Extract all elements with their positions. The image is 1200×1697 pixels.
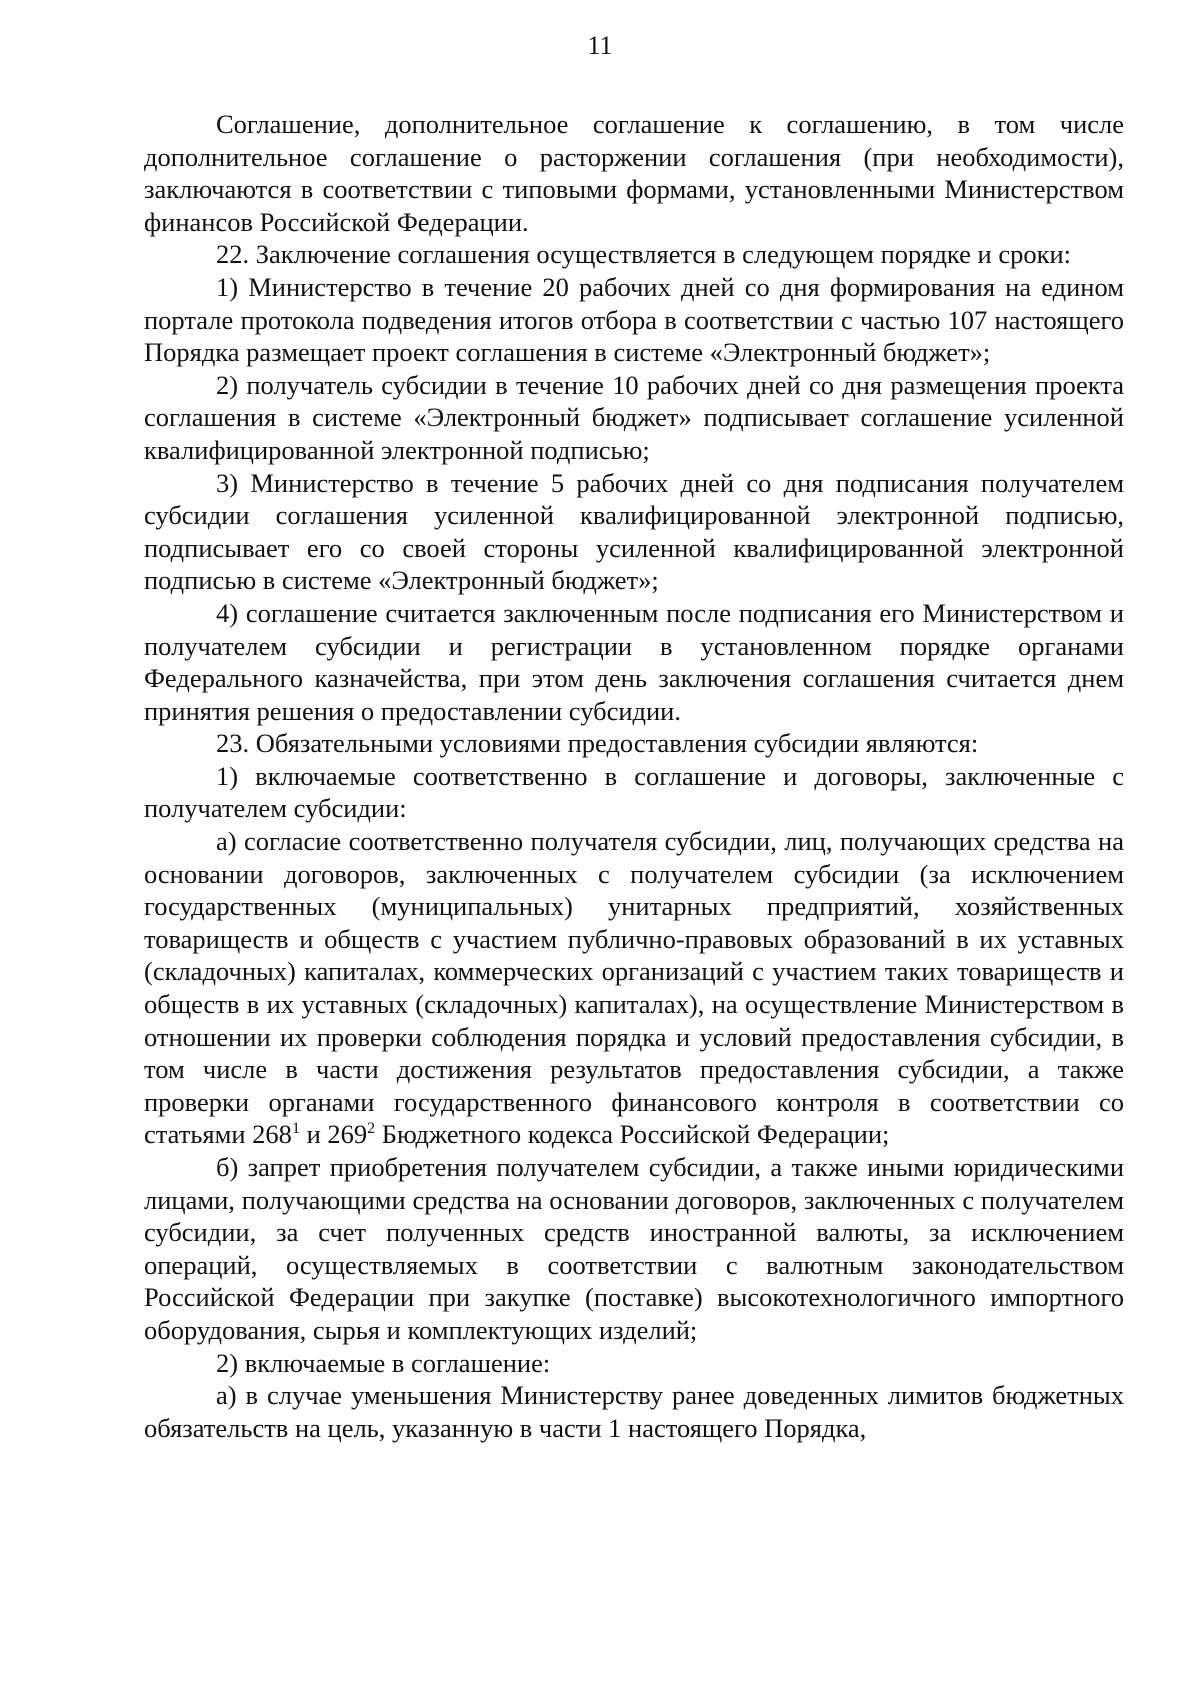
paragraph-23-1-a-text: а) согласие соответственно получателя субсидии, лиц, получающих средства на основании договоров, заключенных с получателем субсидии (за исключением государственных (муниципальных) унитарных предприятий, хозяйственных товариществ и обществ с участием публично-правовых образований в их уставных (складочных) капиталах, коммерческих организаций с участием таких товариществ и обществ в их уставных (складочных) капиталах), на осуществление Министерством в отношении их проверки соблюдения порядка и условий предоставления субсидии, в том числе в части достижения результатов предоставления субсидии, а также проверки органами государственного финансового контроля в соответствии со статьями 268	[144, 826, 1124, 1150]
paragraph-agreement-forms: Соглашение, дополнительное соглашение к соглашению, в том числе дополнительное соглашение о расторжении соглашения (при необходимости), заключаются в соответствии с типовыми формами, установленными Министерством финансов Российской Федерации.	[144, 109, 1124, 237]
paragraph-22-3: 3) Министерство в течение 5 рабочих дней со дня подписания получателем субсидии соглашения усиленной квалифицированной электронной подписью, подписывает его со своей стороны усиленной квалифицированной электронной подписью в системе «Электронный бюджет»;	[144, 467, 1124, 596]
paragraph-22-1: 1) Министерство в течение 20 рабочих дней со дня формирования на едином портале протокола подведения итогов отбора в соответствии с частью 107 настоящего Порядка размещает проект соглашения в системе «Электронный бюджет»;	[144, 271, 1124, 368]
page-number: 11	[587, 31, 613, 60]
paragraph-22: 22. Заключение соглашения осуществляется в следующем порядке и сроки:	[216, 239, 1072, 270]
paragraph-23-1-a-end: Бюджетного кодекса Российской Федерации;	[375, 1119, 890, 1150]
paragraph-23-1-a	[144, 825, 1124, 1151]
superscript-1: 1	[291, 1120, 300, 1138]
paragraph-23-1-a-middle: и 269	[299, 1119, 368, 1150]
superscript-2: 2	[367, 1120, 376, 1138]
paragraph-22-4: 4) соглашение считается заключенным после подписания его Министерством и получателем субсидии и регистрации в установленном порядке органами Федерального казначейства, при этом день заключения соглашения считается днем принятия решения о предоставлении субсидии.	[144, 597, 1124, 726]
paragraph-23: 23. Обязательными условиями предоставления субсидии являются:	[216, 728, 979, 759]
paragraph-23-2: 2) включаемые в соглашение:	[216, 1347, 551, 1378]
paragraph-23-1-b: б) запрет приобретения получателем субсидии, а также иными юридическими лицами, получающими средства на основании договоров, заключенных с получателем субсидии, за счет полученных средств иностранной валюты, за исключением операций, осуществляемых в соответствии с валютным законодательством Российской Федерации при закупке (поставке) высокотехнологичного импортного оборудования, сырья и комплектующих изделий;	[144, 1152, 1124, 1345]
paragraph-23-1: 1) включаемые соответственно в соглашение и договоры, заключенные с получателем субсидии:	[144, 760, 1124, 824]
paragraph-23-2-a: а) в случае уменьшения Министерству ранее доведенных лимитов бюджетных обязательств на цель, указанную в части 1 настоящего Порядка,	[144, 1380, 1124, 1443]
document-body	[144, 108, 1124, 1444]
paragraph-22-2: 2) получатель субсидии в течение 10 рабочих дней со дня размещения проекта соглашения в системе «Электронный бюджет» подписывает соглашение усиленной квалифицированной электронной подписью;	[144, 369, 1124, 465]
